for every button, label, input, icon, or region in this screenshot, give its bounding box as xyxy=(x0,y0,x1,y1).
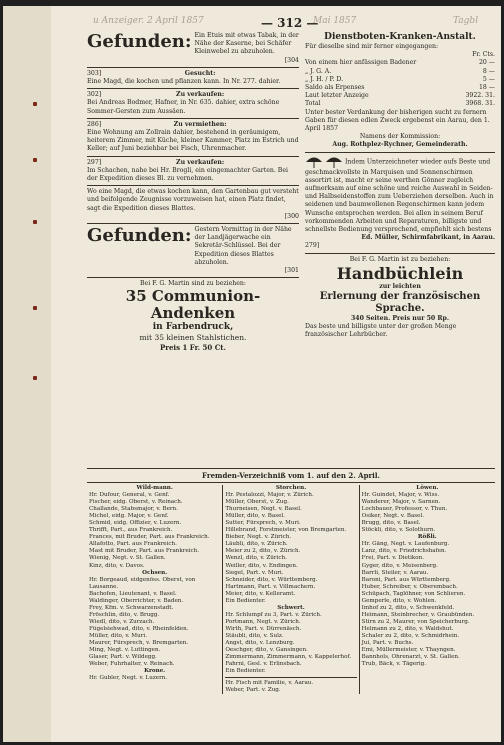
donation-line xyxy=(305,92,495,100)
guest-entry: Fischer, eidg. Oberst, v. Reinach. xyxy=(89,499,183,506)
donation-amount: 3968. 31. xyxy=(465,100,495,108)
ad-heading: Zu vermiethen: xyxy=(173,120,227,128)
hotel-name: Storchen. xyxy=(275,485,307,491)
bleed-through-text: Mai 1857 xyxy=(313,16,357,26)
ad-price: 340 Seiten. Preis nur 50 Rp. xyxy=(350,315,450,323)
guest-entry: Challande, Stabsmajor, v. Bern. xyxy=(89,506,178,513)
ad-found-key xyxy=(87,226,299,267)
guest-entry: Siegel, Part. v. Muri. xyxy=(225,569,284,576)
guest-entry: Hartmann, Part. v. Villmachern. xyxy=(225,583,316,590)
hotel-name: Krone. xyxy=(144,668,166,675)
left-column xyxy=(87,32,299,353)
umbrella-icon xyxy=(325,155,343,169)
ad-text: Ein Etuis mit etwas Tabak, in der Nähe der Kaserne, bei Schäfer Kleinwebel zu abzuholen. xyxy=(194,32,299,56)
guest-entry: Hr. Fisch mit Familie, v. Aarau. xyxy=(225,680,314,687)
guest-entry: Ming, Negt. v. Luttingen. xyxy=(89,647,161,654)
ad-title: Dienstboten-Kranken-Anstalt. xyxy=(324,32,476,42)
guest-entry: Müller, dito, v. Basel. xyxy=(225,513,285,520)
guest-entry: Fröschlin, dito, v. Brugg. xyxy=(89,611,160,618)
divider xyxy=(87,277,299,278)
ad-text: Eine Magd, die kochen und pflanzen kann. In Nr. 277. dahier. xyxy=(87,78,281,86)
ad-text: Wo eine Magd, die etwas kochen kann, den Gartenbau gut versteht und beifolgende Zeugnisse vorzuweisen hat, einen Platz findet, sagt die Expedition dieses Blattes. xyxy=(87,188,299,212)
guest-entry: Hr. Gäng, Negt. v. Laufenburg. xyxy=(361,541,450,548)
guest-entry: Thrifft, Part., aus Frankreich. xyxy=(89,527,173,534)
ad-french-book xyxy=(305,256,495,340)
register-heading: Fremden-Verzeichniß vom 1. auf den 2. April. xyxy=(202,471,380,480)
guest-entry: Hr. Pestalozzi, Major, v. Zürich. xyxy=(225,492,314,499)
guest-entry: Oeschger, dito, v. Gansingen. xyxy=(225,647,308,654)
umbrella-icon xyxy=(305,155,323,169)
guest-entry: Gemperle, dito, v. Wohlen. xyxy=(361,597,437,604)
ad-note: Das beste und billigste unter der großen Menge französischer Lehrbücher. xyxy=(305,323,457,339)
ad-found-etui xyxy=(87,32,299,57)
guest-entry: Frei, Part. v. Dietikon. xyxy=(361,555,425,562)
ad-heading: Zu verkaufen: xyxy=(176,91,225,99)
guest-entry: Weber, Fuhrhalter, v. Reinach. xyxy=(89,661,175,668)
ad-title: 35 Communion-Andenken xyxy=(125,287,261,323)
guest-entry: Wanderer, Major, v. Sarnen. xyxy=(361,499,441,506)
guest-entry: Wirth, Part. v. Dürrenäsch. xyxy=(225,625,302,632)
donation-list xyxy=(305,51,495,108)
guest-entry: Läubli, dito, v. Zürich. xyxy=(225,541,288,548)
visitor-register xyxy=(87,466,495,694)
page-number: — 312 — xyxy=(261,16,319,30)
ad-subtitle: in Farbendruck, xyxy=(152,322,234,333)
guest-entry: Meier, dito, v. Kelleramt. xyxy=(225,590,296,597)
guest-entry: Wenzl, dito, v. Zürich. xyxy=(225,555,287,562)
guest-entry: Bieber, Negt. v. Zürich. xyxy=(225,534,292,541)
divider xyxy=(305,253,495,254)
guest-entry: Osiker, Negt. v. Basel. xyxy=(361,513,425,520)
divider xyxy=(225,677,356,678)
guest-entry: Zimmermann, Zimmermann, v. Kappelerhof. xyxy=(225,654,352,661)
guest-entry: Barrli, Steiler, v. Aarau. xyxy=(361,569,429,576)
donation-line xyxy=(305,100,495,108)
ad-title-2: Erlernung der französischen Sprache. xyxy=(319,291,481,315)
ad-subtitle: zur leichten xyxy=(379,282,421,290)
ad-text: Im Schachen, nahe bei Hr. Brogli, ein eingemachter Garten. Bei der Expedition dieses Bl. zu vernehmen. xyxy=(87,166,288,183)
guest-entry: Schmid, eidg. Offizier, v. Luzern. xyxy=(89,520,182,527)
donation-amount: 3922. 31. xyxy=(465,92,495,100)
ad-rent-apartment xyxy=(87,121,299,154)
ad-number: 297] xyxy=(87,158,102,166)
guest-entry: Hr. Borgeaud, eidgenöss. Oberst, von Lausanne. xyxy=(89,576,196,590)
ad-text: Gestern Vormittag in der Nähe der Landjägerwache ein Sekretär-Schlüssel. Bei der Expedition dieses Blattes abzuholen. xyxy=(194,226,292,266)
divider xyxy=(87,156,299,157)
ad-number: 303] xyxy=(87,69,102,77)
guest-entry: Mast mit Bruder, Part. aus Frankreich. xyxy=(89,548,200,555)
donation-line xyxy=(305,84,495,92)
guest-entry: Thurneisen, Negt. v. Basel. xyxy=(225,506,302,513)
margin-mark xyxy=(33,306,37,310)
guest-entry: Stöckli, dito, v. Solothurn. xyxy=(361,527,436,534)
ad-heading: Zu verkaufen: xyxy=(176,158,225,166)
ad-intro: Bei F. G. Martin ist zu beziehen: xyxy=(349,255,451,263)
guest-entry: Huber, Schreiber, v. Oberembach. xyxy=(361,583,458,590)
guest-entry: Hr. Dufour, General, v. Genf. xyxy=(89,492,170,499)
donation-amount: Fr. Cts. xyxy=(472,51,495,59)
guest-entry: Trub, Bäck, v. Tägerig. xyxy=(361,661,426,668)
guest-entry: Kinz, dito, v. Davos. xyxy=(89,562,145,569)
donation-label: „ J. H. / P. D. xyxy=(305,75,344,83)
ad-text: Bei Andreas Bodmer, Hafner, in Nr. 635. dahier, extra schöne Sommer-Gersten zum Aussäen. xyxy=(87,99,280,115)
guest-entry: Schüpach, Taglöhner, von Schlieren. xyxy=(361,590,466,597)
ad-text: Unter bester Verdankung der bisherigen sucht zu fernern Gaben für diesen edlen Zweck ergebenst ein Aarau, den 1. April 1857 xyxy=(305,108,490,133)
guest-entry: Helmann zu 2, dito, v. Waldshut. xyxy=(361,625,454,632)
guest-entry: Angst, dito, v. Lenzburg. xyxy=(225,640,295,647)
margin-mark xyxy=(33,102,37,106)
guest-entry: Michel, eidg. Major, v. Genf. xyxy=(89,513,169,520)
ad-sale-garden xyxy=(87,159,299,184)
guest-entry: Ein Bedienter. xyxy=(225,668,266,675)
ad-text: Eine Wohnung am Zollrain dahier, bestehend in geräumigem, heiterem Zimmer, mit Küche, kleiner Kammer, Platz im Estrich und Keller; auf Juni beziehbar bei Fisch, Uhrenmacher. xyxy=(87,129,299,153)
guest-entry: Frances, mit Bruder, Part. aus Frankreich. xyxy=(89,534,210,541)
guest-entry: Hr. Schlumpf zu 3, Part. v. Zürich. xyxy=(225,611,322,618)
signature: Ed. Müller, Schirmfabrikant, in Aarau. xyxy=(361,234,495,242)
guest-entry: Glaser, Part. v. Wildegg. xyxy=(89,654,157,661)
guest-entry: Waldinger, Oberrichter, v. Baden. xyxy=(89,597,184,604)
guest-entry: Schneider, dito, v. Württemberg. xyxy=(225,576,318,583)
guest-entry: Hr. Guindet, Major, v. Wiss. xyxy=(361,492,440,499)
divider xyxy=(87,482,495,483)
binding-strip xyxy=(3,6,51,742)
ad-sale-barley xyxy=(87,91,299,116)
ad-heading: Gesucht: xyxy=(184,69,216,77)
guest-entry: Jui, Part. v. Buchs. xyxy=(361,640,414,647)
bleed-through-text: Tagbl xyxy=(453,16,479,26)
ad-title: Handbüchlein xyxy=(336,263,464,283)
divider xyxy=(87,118,299,119)
ad-maid-garden xyxy=(87,188,299,221)
guest-entry: Stirn zu 2, Maurer, von Speicherburg. xyxy=(361,618,470,625)
hotel-name: Rößli. xyxy=(417,534,437,541)
ad-number: 302] xyxy=(87,91,102,99)
ad-wanted-maid xyxy=(87,70,299,86)
donation-amount: 8 — xyxy=(482,67,495,75)
donation-label: Total xyxy=(305,100,321,108)
guest-entry: Bachofen, Lieutenant, v. Basel. xyxy=(89,590,177,597)
ad-number: [300 xyxy=(284,212,299,220)
margin-mark xyxy=(33,376,37,380)
guest-entry: Fahrni, Gesl. v. Erlinsbach. xyxy=(225,661,302,668)
guest-entry: Weber, Part. v. Zug. xyxy=(225,687,281,694)
divider xyxy=(87,468,495,469)
guest-entry: Allafotto, Part. aus Frankreich. xyxy=(89,541,177,548)
bleed-through-text: u Anzeiger. 2 April 1857 xyxy=(93,16,204,26)
hotel-name: Wild-mann. xyxy=(136,485,173,491)
guest-entry: Maurer, Fürsprech, v. Bremgarten. xyxy=(89,640,189,647)
hotel-name: Ochsen. xyxy=(142,569,168,576)
donation-label: Saldo als Erpenses xyxy=(305,84,365,92)
guest-entry: Heimann, Steinbrecher, v. Graubünden. xyxy=(361,611,475,618)
guest-entry: Lochbauer, Professor, v. Thun. xyxy=(361,506,448,513)
ad-communion xyxy=(87,280,299,353)
register-column xyxy=(87,485,222,694)
signature: Aug. Rothplez-Rychner, Gemeinderath. xyxy=(332,141,468,149)
guest-entry: Müller, Oberst, v. Zug. xyxy=(225,499,289,506)
divider xyxy=(87,88,299,89)
ad-intro: Bei F. G. Martin sind zu beziehen: xyxy=(140,280,246,288)
guest-entry: Gyger, dito, v. Meisenberg. xyxy=(361,562,438,569)
newspaper-page xyxy=(3,6,501,742)
ad-text: Indem Unterzeichneter wieder aufs Beste und geschmackvollste in Marquisen und Sonnenschirmen assortirt ist, macht er seine werthen Gönner zugleich aufmerksam auf eine schöne und reiche Auswahl in Seiden- und Halbseidenstoffen zum Ueberziehen derselben. Auch in seidenen und baumwollenen Regenschirmen kann jedem Wunsche entsprochen werden. Bei allen in seinem Beruf vorkommenden Arbeiten und Reparaturen, billigste und schnellste Bedienung versprechend, empfiehlt sich bestens xyxy=(305,158,494,234)
guest-entry: Stäubli, dito, v. Sulz. xyxy=(225,632,284,639)
donation-amount: 20 — xyxy=(478,59,495,67)
ad-number: [304 xyxy=(284,56,299,64)
donation-label: Laut letzter Anzeige xyxy=(305,92,369,100)
guest-entry: Hillebrand, Forstmeister, von Bremgarten. xyxy=(225,527,347,534)
guest-entry: Emi, Müllermeister, v. Thayngen. xyxy=(361,647,456,654)
guest-entry: Imhof zu 2, dito, v. Schwenkfeld. xyxy=(361,604,455,611)
hotel-name: Löwen. xyxy=(416,485,439,491)
guest-entry: Hr. Gubler, Negt. v. Luzern. xyxy=(89,675,168,682)
donation-label: „ J. G. A. xyxy=(305,67,332,75)
register-columns xyxy=(87,485,495,694)
guest-entry: Fügelsiehwad, dito, v. Rheinfelden. xyxy=(89,625,189,632)
hotel-name: Schwert. xyxy=(277,604,305,611)
donation-label: Von einem hier anfässigen Badener xyxy=(305,59,417,67)
right-column xyxy=(305,32,495,340)
donation-line xyxy=(305,68,495,76)
guest-entry: Baroni, Part. aus Württemberg. xyxy=(361,576,451,583)
ad-title: Gefunden: xyxy=(87,225,192,247)
divider xyxy=(87,67,299,68)
guest-entry: Meier zu 2, dito, v. Zürich. xyxy=(225,548,301,555)
guest-entry: Ein Bedienter. xyxy=(225,597,266,604)
donation-line xyxy=(305,76,495,84)
divider xyxy=(87,185,299,186)
ad-line: mit 35 kleinen Stahlstichen. xyxy=(139,333,247,343)
guest-entry: Portmann, Negt. v. Zürich. xyxy=(225,618,301,625)
donation-amount: 18 — xyxy=(478,84,495,92)
guest-entry: Müller, dito, v. Muri. xyxy=(89,632,147,639)
ad-price: Preis 1 Fr. 50 Ct. xyxy=(160,343,226,353)
guest-entry: Sutter, Fürsprech, v. Muri. xyxy=(225,520,301,527)
register-column xyxy=(359,485,495,694)
guest-entry: Wienig, Negt. v. St. Gallen. xyxy=(89,555,166,562)
ad-number: 286] xyxy=(87,120,102,128)
guest-entry: Lanz, dito, v. Friedrichshafen. xyxy=(361,548,447,555)
ad-number: 279] xyxy=(305,242,320,250)
donation-line xyxy=(305,51,495,59)
donation-line xyxy=(305,59,495,67)
guest-entry: Brugg, dito, v. Basel. xyxy=(361,520,421,527)
divider xyxy=(305,152,495,153)
register-column xyxy=(222,485,358,694)
guest-entry: Bannhols, Ohrenarzt, v. St. Gallen. xyxy=(361,654,460,661)
guest-entry: Wiedl, dito, v. Zurzach. xyxy=(89,618,155,625)
ad-number: [301 xyxy=(284,267,299,275)
margin-mark xyxy=(33,220,37,224)
margin-mark xyxy=(33,158,37,162)
divider xyxy=(87,223,299,224)
guest-entry: Weiller, dito, v. Endingen. xyxy=(225,562,298,569)
ad-intro: Für dieselbe sind mir ferner eingegangen: xyxy=(305,43,439,50)
ad-umbrellas xyxy=(305,155,495,251)
donation-amount: 5 — xyxy=(482,75,495,83)
guest-entry: Schaler zu 2, dito, v. Schmidrhein. xyxy=(361,632,460,639)
ad-title: Gefunden: xyxy=(87,31,192,52)
guest-entry: Frey, Kfm. v. Schwarzenstadt. xyxy=(89,604,174,611)
sign-intro: Namens der Kommission: xyxy=(359,133,441,141)
